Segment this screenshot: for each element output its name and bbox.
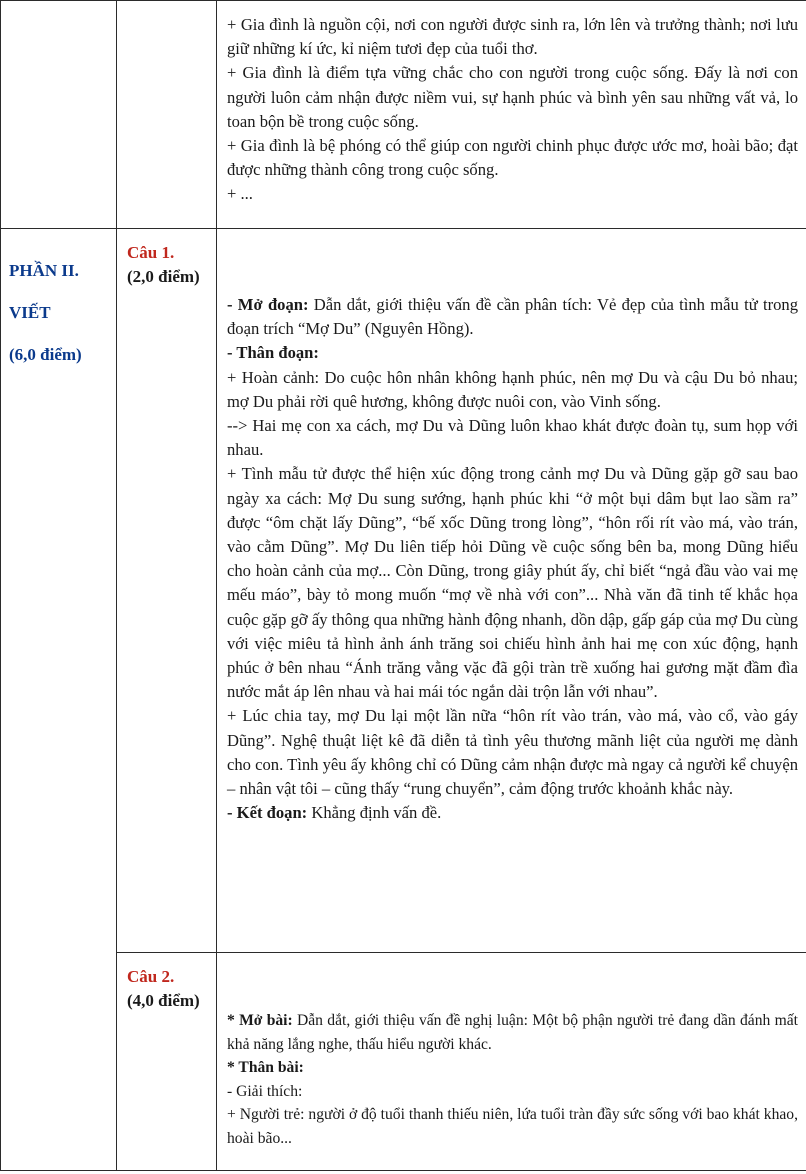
- content-cell: [217, 229, 806, 953]
- body-line: + Hoàn cảnh: Do cuộc hôn nhân không hạnh phúc, nên mợ Du và cậu Du bỏ nhau; mợ Du phải rời quê hương, không được nuôi con, vào Vinh sống.: [227, 367, 798, 411]
- family-role-points: [217, 1, 806, 207]
- question-title: [117, 229, 216, 289]
- point-line: + Gia đình là nguồn cội, nơi con người được sinh ra, lớn lên và trưởng thành; nơi lưu giữ những kí ức, kỉ niệm tươi đẹp của tuổi thơ.: [227, 15, 798, 59]
- question-title: [117, 953, 216, 1013]
- body-heading-line: [227, 341, 798, 365]
- content-cell: [217, 1, 806, 229]
- conclusion-paragraph: [227, 801, 798, 825]
- body-line: + Người trẻ: người ở độ tuổi thanh thiếu niên, lứa tuổi tràn đầy sức sống với bao khát khao, hoài bão...: [227, 1106, 798, 1147]
- point-line: + Gia đình là điểm tựa vững chắc cho con người trong cuộc sống. Đấy là nơi con người luôn cảm nhận được niềm vui, sự hạnh phúc và bình yên sau những vất vả, lo toan bộn bề trong cuộc sống.: [227, 63, 798, 131]
- body-line: + Tình mẫu tử được thể hiện xúc động trong cảnh mợ Du và Dũng gặp gỡ sau bao ngày xa cách: Mợ Du sung sướng, hạnh phúc khi “ở một bụi dâm bụt lao sầm ra” được “ôm chặt lấy Dũng”, “bế xốc Dũng trong lòng”, “hôn rối rít vào má, vào trán, vào cằm Dũng”. Mợ Du liên tiếp hỏi Dũng về cuộc sống bên ba, mong Dũng hiểu cho hoàn cảnh của mợ... Còn Dũng, trong giây phút ấy, chỉ biết “ngả đầu vào vai mẹ mếu máo”, bày tỏ mong muốn “mợ về nhà với con”... Nhà văn đã tinh tế khắc họa cuộc gặp gỡ ấy thông qua những hành động nhanh, dồn dập, gấp gáp của mợ Du cùng với việc miêu tả hình ảnh ánh trăng soi chiếu hình ảnh hai mẹ con xúc động, hạnh phúc ở bên nhau “Ánh trăng vằng vặc đã gội tràn trề xuống hai gương mặt đầm đìa nước mắt áp lên nhau và hai mái tóc ngắn dài trộn lẫn với nhau”.: [227, 464, 798, 702]
- body-heading: - Thân đoạn:: [227, 343, 319, 363]
- content-cell: [217, 953, 806, 1171]
- point-line: + ...: [227, 184, 253, 204]
- intro-text: Dẫn dắt, giới thiệu vấn đề cần phân tích: Vẻ đẹp của tình mẫu tử trong đoạn trích “Mợ Du” (Nguyên Hồng).: [227, 295, 798, 339]
- intro-heading: * Mở bài:: [227, 1012, 293, 1029]
- question-cell: [117, 953, 217, 1171]
- body-heading: * Thân bài:: [227, 1059, 304, 1077]
- part-cell-empty: [1, 1, 117, 229]
- intro-paragraph: [227, 293, 798, 341]
- conclusion-heading: - Kết đoạn:: [227, 803, 308, 823]
- body-line: + Lúc chia tay, mợ Du lại một lần nữa “hôn rít vào trán, vào má, vào cổ, vào gáy Dũng”. Nghệ thuật liệt kê đã diễn tả tình yêu thương mãnh liệt của người mẹ dành cho con. Tình yêu ấy không chỉ có Dũng cảm nhận được mà ngay cả người kể chuyện – nhân vật tôi – cũng thấy “rung chuyển”, cảm động trước khoảnh khắc này.: [227, 706, 798, 799]
- part-cell: [1, 229, 117, 1171]
- table-row: [1, 229, 806, 953]
- part-score: (6,0 điểm): [9, 345, 82, 364]
- body-line: --> Hai mẹ con xa cách, mợ Du và Dũng luôn khao khát được đoàn tụ, sum họp với nhau.: [227, 416, 798, 460]
- question-cell-empty: [117, 1, 217, 229]
- part-label: [1, 229, 116, 386]
- table-row: [1, 1, 806, 229]
- question-number: Câu 2.: [127, 967, 175, 986]
- part-subtitle: VIẾT: [9, 303, 51, 322]
- intro-text: Dẫn dắt, giới thiệu vấn đề nghị luận: Một bộ phận người trẻ đang dần đánh mất khả năng lắng nghe, thấu hiểu người khác.: [227, 1012, 798, 1053]
- part-title: PHẦN II.: [9, 261, 79, 280]
- question-number: Câu 1.: [127, 243, 175, 262]
- question-score: (2,0 điểm): [127, 267, 200, 286]
- body-heading-line: [227, 1056, 798, 1080]
- question-1-answer: [217, 229, 806, 825]
- intro-heading: - Mở đoạn:: [227, 295, 309, 314]
- conclusion-text: Khẳng định vấn đề.: [307, 803, 442, 823]
- body-line: - Giải thích:: [227, 1082, 303, 1100]
- point-line: + Gia đình là bệ phóng có thể giúp con người chinh phục được ước mơ, hoài bão; đạt được những thành công trong cuộc sống.: [227, 136, 798, 180]
- table-row: [1, 953, 806, 1171]
- question-cell: [117, 229, 217, 953]
- question-score: (4,0 điểm): [127, 991, 200, 1010]
- intro-paragraph: [227, 1009, 798, 1056]
- question-2-answer: [217, 953, 806, 1151]
